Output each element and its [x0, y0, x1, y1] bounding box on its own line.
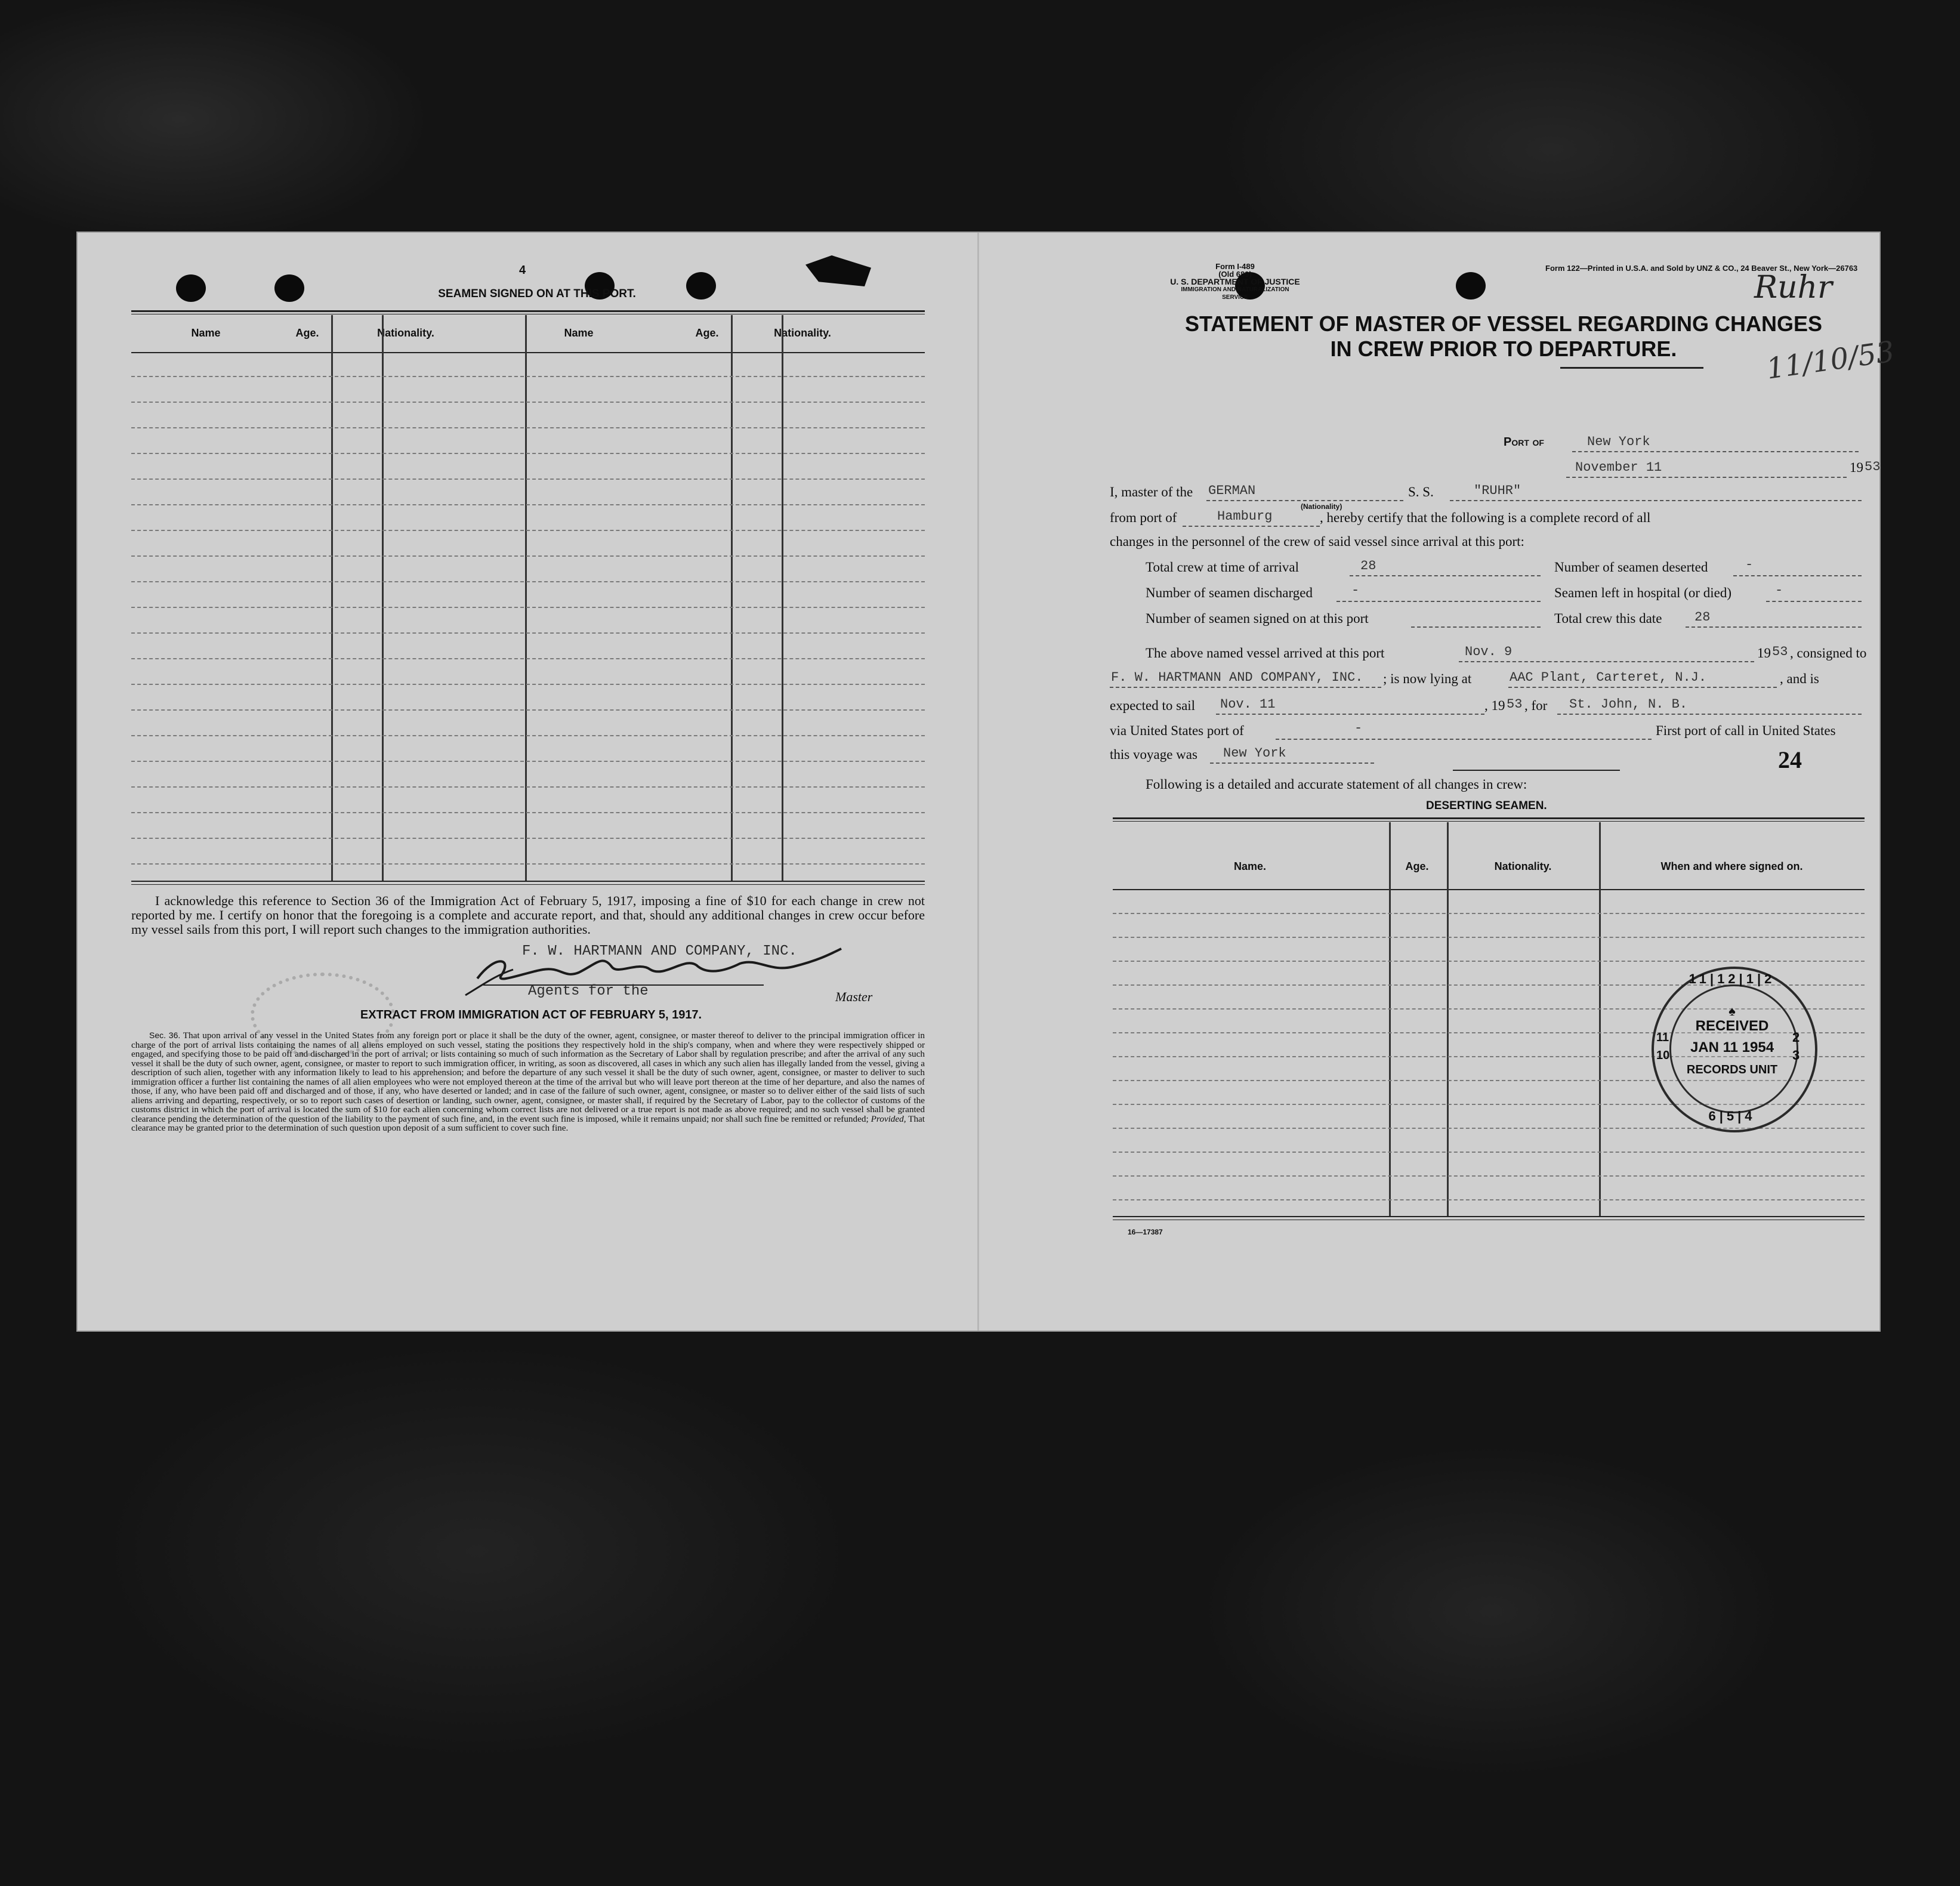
table-row [131, 376, 925, 377]
from-port-value: Hamburg [1217, 509, 1273, 524]
hospital-value: - [1775, 583, 1783, 598]
col-header-name: Name. [1233, 860, 1267, 872]
service: IMMIGRATION AND NATURALIZATION SERVICE [1181, 286, 1289, 301]
from-port-label: from port of [1110, 510, 1177, 525]
table-row [1113, 1152, 1865, 1153]
table-row [1113, 937, 1865, 938]
punch-hole [1456, 272, 1486, 300]
col-header-nationality: Nationality. [1494, 860, 1552, 872]
via-label: via United States port of [1110, 723, 1244, 738]
stamp-star-icon: ♠ [1728, 1004, 1736, 1018]
arrived-value: Nov. 9 [1465, 644, 1513, 659]
form-number: Form I-489 [1215, 262, 1255, 271]
table-row [131, 838, 925, 839]
expected-year: 53 [1507, 697, 1523, 712]
table-row [131, 632, 925, 634]
lying-at-value: AAC Plant, Carteret, N.J. [1510, 670, 1707, 685]
form-title [1110, 311, 1897, 362]
table-row [131, 427, 925, 428]
following-text: Following is a detailed and accurate statement of all changes in crew: [1146, 777, 1527, 792]
right-page [979, 233, 1897, 1331]
printer-line: Form 122—Printed in U.S.A. and Sold by UNZ & CO., 24 Beaver St., New York—26763 [1545, 264, 1858, 273]
deserted-value: - [1745, 557, 1754, 572]
provided-label: Provided, [871, 1113, 906, 1124]
form-old: (Old 689) [1218, 270, 1252, 279]
table-row [131, 863, 925, 865]
hospital-label: Seamen left in hospital (or died) [1554, 585, 1732, 600]
stamp-ring-right: 2 3 [1792, 1030, 1800, 1063]
col-header-when-where: When and where signed on. [1660, 860, 1803, 872]
document-sheet [78, 233, 1897, 1331]
first-port-label: First port of call in United States [1656, 723, 1836, 738]
table-row [131, 607, 925, 608]
table-row [131, 581, 925, 582]
table-row [131, 812, 925, 813]
total-crew-date-label: Total crew this date [1554, 611, 1662, 626]
stamp-ring-top: 11|12|1|2 [1689, 971, 1776, 986]
signature [459, 943, 889, 996]
total-crew-date-value: 28 [1694, 610, 1711, 625]
department: U. S. DEPARTMENT OF JUSTICE [1170, 277, 1300, 286]
stamp-ring-bottom: 6|5|4 [1708, 1109, 1756, 1123]
col-header-age: Age. [695, 327, 719, 339]
table-row [131, 658, 925, 659]
stamped-number: 24 [1778, 746, 1802, 773]
table-row [131, 709, 925, 711]
table-row [131, 684, 925, 685]
table-row [131, 530, 925, 531]
consigned-to-label: , consigned to [1790, 646, 1867, 660]
acknowledgement-text: I acknowledge this reference to Section 36 of the Immigration Act of February 5, 1917, imposing a fine of $10 for each change in crew not reported by me. I certify on honor that the foregoing is a complete and accurate report, and that, should any additional changes in crew occur before my vessel sails from this port, I will report such changes to the immigration authorities. [131, 893, 925, 937]
arrived-label: The above named vessel arrived at this port [1146, 646, 1385, 660]
changes-text: changes in the personnel of the crew of said vessel since arrival at this port: [1110, 534, 1524, 549]
stamp-unit: RECORDS UNIT [1686, 1063, 1778, 1076]
col-header-name: Name [191, 327, 221, 339]
received-stamp [1652, 967, 1817, 1132]
discharged-value: - [1351, 583, 1360, 598]
for-label: , for [1524, 698, 1548, 713]
table-row [131, 735, 925, 736]
table-row [1113, 961, 1865, 962]
deserting-title: DESERTING SEAMEN. [1426, 800, 1547, 812]
lying-at-label: ; is now lying at [1383, 671, 1472, 686]
left-title: SEAMEN SIGNED ON AT THIS PORT. [438, 288, 636, 300]
punch-hole [176, 274, 206, 302]
and-is-label: , and is [1780, 671, 1819, 686]
master-label: Master [835, 989, 873, 1004]
total-crew-arrival-value: 28 [1360, 558, 1376, 573]
expected-label: expected to sail [1110, 698, 1196, 713]
for-value: St. John, N. B. [1569, 697, 1688, 712]
page-number: 4 [519, 264, 526, 277]
arrived-year-prefix: 19 [1757, 646, 1771, 660]
table-row [131, 761, 925, 762]
total-crew-arrival-label: Total crew at time of arrival [1146, 560, 1300, 575]
extract-title: EXTRACT FROM IMMIGRATION ACT OF FEBRUARY 5, 1917. [360, 1008, 702, 1021]
table-row [1113, 913, 1865, 914]
section-body: That upon arrival of any vessel in the United States from any foreign port or place it shall be the duty of the owner, agent, consignee, or master thereof to deliver to the principal immigration officer in charge of the port of arrival lists containing the names of all aliens employed on such vessel, stating the positions they respectively hold in the ship's company, when and where they were respectively shipped or engaged, and specifying those to be paid off and discharged in the port of arrival; or lists containing so much of such information as the Secretary of Labor shall by regulation prescribe; and after the arrival of any such vessel it shall be the duty of such owner, agent, consignee, or master to report to such immigration officer, in writing, as soon as discovered, all cases in which any such alien has illegally landed from the vessel, giving a description of such alien, together with any information likely to lead to his apprehension; and before the departure of any such vessel it shall be the duty of such owner, agent, consignee, or master to deliver to such immigration officer a further list containing the names of all alien employees who were not employed thereon at the time of the arrival but who will leave port thereon at the time of her departure, and also the names of those, if any, who have been paid off and discharged and of those, if any, who have deserted or landed; and in case of the failure of such owner, agent, consignee, or master so to deliver either of the said lists of such aliens arriving and departing, respectively, or so to report such cases of desertion or landing, such owner, agent, consignee, or master shall, if required by the Secretary of Labor, pay to the collector of customs of the customs district in which the port of arrival is located the sum of $10 for each alien concerning whom correct lists are not delivered or a true report is not made as above required; and no such vessel shall be granted clearance pending the determination of the question of the liability to the payment of such fine, and, in the event such fine is imposed, while it remains unpaid; nor shall such fine be remitted or refunded; [131, 1030, 925, 1124]
title-line-1: STATEMENT OF MASTER OF VESSEL REGARDING CHANGES [1184, 311, 1823, 336]
date-value: November 11 [1575, 460, 1662, 475]
table-row [131, 453, 925, 454]
agent-typed-name: F. W. HARTMANN AND COMPANY, INC. [522, 943, 797, 959]
col-header-nationality: Nationality. [774, 327, 831, 339]
ship-value: "RUHR" [1474, 483, 1521, 498]
left-page [78, 233, 979, 1331]
punch-hole [274, 274, 304, 302]
handwritten-ship-name: Ruhr [1754, 270, 1832, 305]
year-prefix: 19 [1850, 460, 1863, 475]
col-header-age: Age. [1405, 860, 1429, 872]
certify-text: , hereby certify that the following is a complete record of all [1320, 510, 1651, 525]
stamp-received: RECEIVED [1695, 1018, 1769, 1034]
discharged-label: Number of seamen discharged [1146, 585, 1313, 600]
title-line-2: IN CREW PRIOR TO DEPARTURE. [1330, 337, 1677, 361]
arrived-year: 53 [1772, 644, 1788, 659]
expected-value: Nov. 11 [1220, 697, 1276, 712]
provided-body: That clearance may be granted prior to the determination of such question upon deposit of a sum sufficient to cover such fine. [131, 1113, 925, 1133]
via-value: - [1354, 721, 1363, 736]
footer-code: 16—17387 [1128, 1228, 1163, 1236]
punch-hole [686, 272, 716, 300]
port-label: Port of [1504, 436, 1544, 449]
nationality-caption: (Nationality) [1301, 502, 1342, 511]
col-header-age: Age. [295, 327, 319, 339]
handwritten-date: 11/10/53 [1764, 335, 1897, 386]
ss-label: S. S. [1408, 484, 1434, 499]
table-row [1113, 1199, 1865, 1200]
stamp-ring-left: 11 10 [1656, 1031, 1670, 1062]
this-voyage-label: this voyage was [1110, 747, 1197, 762]
col-header-nationality: Nationality. [377, 327, 434, 339]
expected-year-prefix: , 19 [1484, 698, 1505, 713]
table-row [131, 786, 925, 788]
this-voyage-value: New York [1223, 746, 1286, 761]
torn-corner [805, 255, 871, 286]
form-header [1169, 263, 1301, 301]
nationality-value: GERMAN [1208, 483, 1256, 498]
port-value: New York [1587, 434, 1650, 449]
table-top-rule [131, 310, 925, 312]
table-row [1113, 1175, 1865, 1177]
deserted-label: Number of seamen deserted [1554, 560, 1708, 575]
table-row [131, 555, 925, 557]
section-label: Sec. 36. [149, 1030, 181, 1040]
consignee-value: F. W. HARTMANN AND COMPANY, INC. [1111, 670, 1363, 685]
table-row [131, 402, 925, 403]
agents-for-the: Agents for the [528, 983, 649, 999]
stamp-date: JAN 11 1954 [1690, 1039, 1774, 1055]
table-row [131, 504, 925, 505]
signed-on-label: Number of seamen signed on at this port [1146, 611, 1369, 626]
year-value: 53 [1865, 459, 1881, 474]
col-header-name: Name [564, 327, 594, 339]
table-row [131, 479, 925, 480]
master-of-label: I, master of the [1110, 484, 1193, 499]
section-36-text [131, 1031, 925, 1133]
